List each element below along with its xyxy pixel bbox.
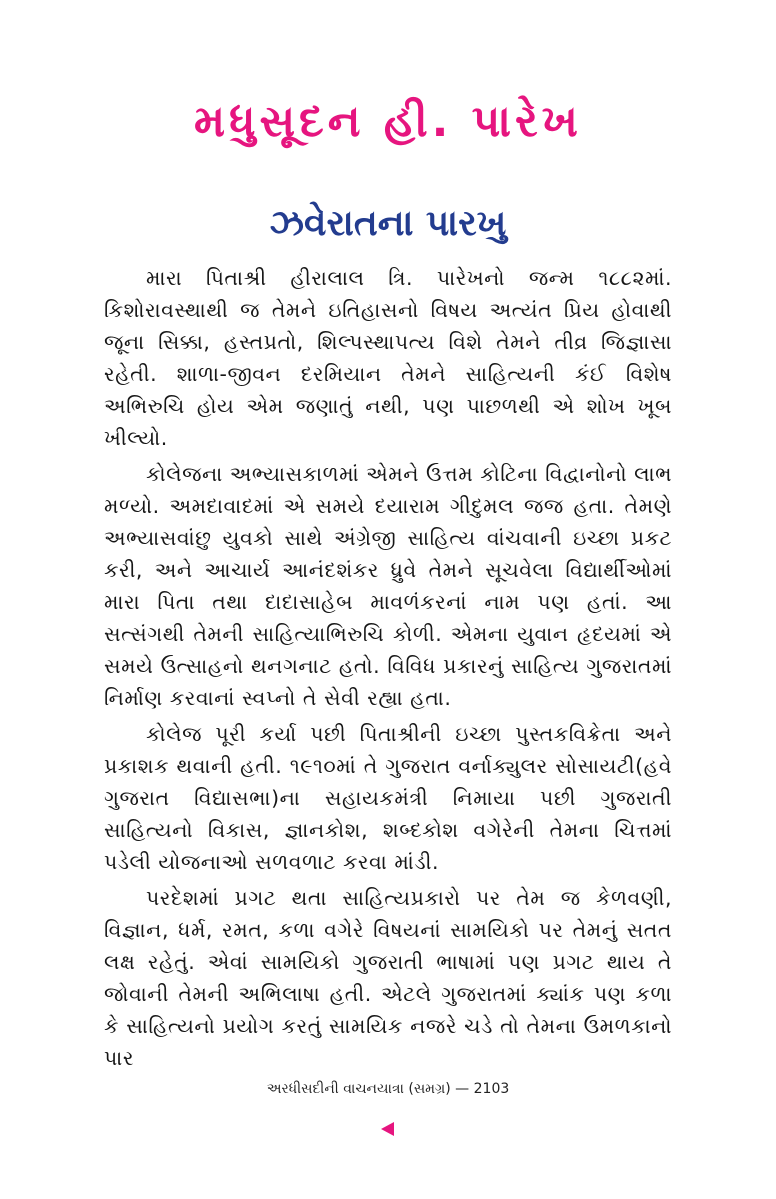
paragraph-2: કોલેજના અભ્યાસકાળમાં એમને ઉત્તમ કોટિના વિદ્વાનોનો લાભ મળ્યો. અમદાવાદમાં એ સમયે દયારામ ગીદુમલ જજ હતા. તેમણે અભ્યાસવાંછુ યુવકો સાથે અંગ્રેજી સાહિત્ય વાંચવાની ઇચ્છા પ્રકટ કરી, અને આચાર્ય આનંદશંકર ધ્રુવે તેમને સૂચવેલા વિદ્યાર્થીઓમાં મારા પિતા તથા દાદાસાહેબ માવળંકરનાં નામ પણ હતાં. આ સત્સંગથી તેમની સાહિત્યાભિરુચિ કોળી. એમના યુવાન હૃદયમાં એ સમયે ઉત્સાહનો થનગનાટ હતો. વિવિધ પ્રકારનું સાહિત્ય ગુજરાતમાં નિર્માણ કરવાનાં સ્વપ્નો તે સેવી રહ્યા હતા. xyxy=(104,462,673,710)
paragraph-4: પરદેશમાં પ્રગટ થતા સાહિત્યપ્રકારો પર તેમ જ કેળવણી, વિજ્ઞાન, ધર્મ, રમત, કળા વગેરે વિષયનાં સામયિકો પર તેમનું સતત લક્ષ રહેતું. એવાં સામયિકો ગુજરાતી ભાષામાં પણ પ્રગટ થાય તે જોવાની તેમની અભિલાષા હતી. એટલે ગુજરાતમાં ક્યાંક પણ કળા કે સાહિત્યનો પ્રયોગ કરતું સામયિક નજરે ચડે તો તેમના ઉમળકાનો પાર xyxy=(104,886,672,1070)
author-name: મધુસૂદન હી. પારેખ xyxy=(194,96,582,147)
paragraph-3: કોલેજ પૂરી કર્યા પછી પિતાશ્રીની ઇચ્છા પુસ્તકવિક્રેતા અને પ્રકાશક થવાની હતી. ૧૯૧૦માં તે ગુજરાત વર્નાક્યુલર સોસાયટી(હવે ગુજરાત વિદ્યાસભા)ના સહાયકમંત્રી નિમાયા પછી ગુજરાતી સાહિત્યનો વિકાસ, જ્ઞાનકોશ, શબ્દકોશ વગેરેની તેમના ચિત્તમાં પડેલી યોજનાઓ સળવળાટ કરવા માંડી. xyxy=(104,722,672,874)
page-footer: અરધીસદીની વાચનયાત્રા (સમગ્ર) — 2103 xyxy=(266,1081,510,1097)
article-title: ઝવેરાતના પારખુ xyxy=(269,203,507,244)
article-body xyxy=(104,262,672,1078)
left-triangle-icon[interactable] xyxy=(381,1122,394,1136)
paragraph-1: મારા પિતાશ્રી હીરાલાલ ત્રિ. પારેખનો જન્મ ૧૮૮૨માં. કિશોરાવસ્થાથી જ તેમને ઇતિહાસનો વિષય અત્યંત પ્રિય હોવાથી જૂના સિક્કા, હસ્તપ્રતો, શિલ્પસ્થાપત્ય વિશે તેમને તીવ્ર જિજ્ઞાસા રહેતી. શાળા-જીવન દરમિયાન તેમને સાહિત્યની કંઈ વિશેષ અભિરુચિ હોય એમ જણાતું નથી, પણ પાછળથી એ શોખ ખૂબ ખીલ્યો. xyxy=(104,266,672,450)
